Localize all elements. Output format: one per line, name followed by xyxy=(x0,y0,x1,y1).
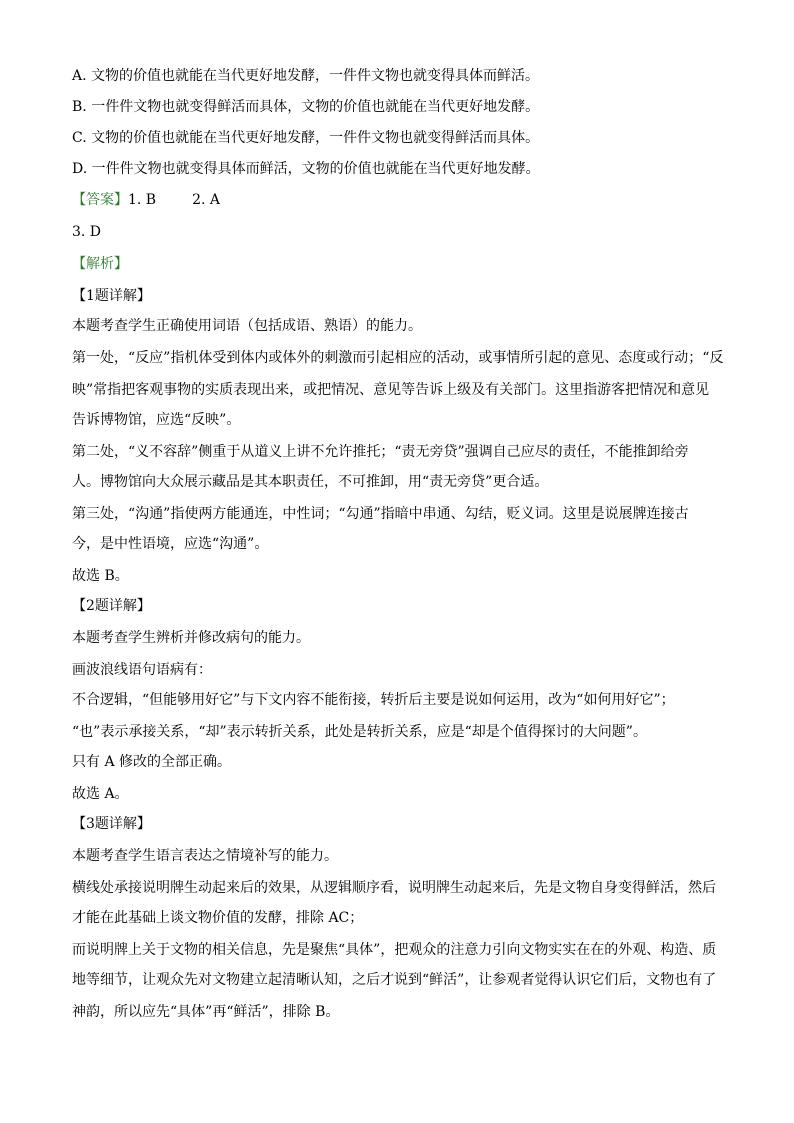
q1-line: 本题考查学生正确使用词语（包括成语、熟语）的能力。 xyxy=(72,318,422,334)
q1-line: 告诉博物馆，应选“反映”。 xyxy=(72,412,241,428)
q1-line: 人。博物馆向大众展示藏品是其本职责任，不可推卸，用“责无旁贷”更合适。 xyxy=(72,474,549,490)
q3-line: 本题考查学生语言表达之情境补写的能力。 xyxy=(72,848,338,864)
q1-line: 第三处，“沟通”指使两方能通连，中性词；“勾通”指暗中串通、勾结，贬义词。这里是说展牌连接古 xyxy=(72,506,689,522)
q3-line: 而说明牌上关于文物的相关信息，先是聚焦“具体”，把观众的注意力引向文物实实在在的外观、构造、质 xyxy=(72,942,717,958)
option-c: C. 文物的价值也就能在当代更好地发酵，一件件文物也就变得鲜活而具体。 xyxy=(72,130,540,146)
q3-line: 才能在此基础上谈文物价值的发酵，排除 AC； xyxy=(72,910,364,926)
option-a: A. 文物的价值也就能在当代更好地发酵，一件件文物也就变得具体而鲜活。 xyxy=(72,68,540,84)
q1-line: 故选 B。 xyxy=(72,568,129,584)
q3-line: 地等细节，让观众先对文物建立起清晰认知，之后才说到“鲜活”，让参观者觉得认识它们后，文物也有了 xyxy=(72,972,717,988)
q2-line: 本题考查学生辨析并修改病句的能力。 xyxy=(72,630,310,646)
answer-q3: 3. D xyxy=(72,224,102,240)
q2-line: “也”表示承接关系，“却”表示转折关系，此处是转折关系，应是“却是个值得探讨的大问题”。 xyxy=(72,724,647,740)
q1-line: 今，是中性语境，应选“沟通”。 xyxy=(72,536,269,552)
q2-line: 故选 A。 xyxy=(72,786,129,802)
q2-line: 只有 A 修改的全部正确。 xyxy=(72,754,232,770)
answer-line xyxy=(72,190,732,210)
q1-line: 第二处，“义不容辞”侧重于从道义上讲不允许推托；“责无旁贷”强调自己应尽的责任，不能推卸给旁 xyxy=(72,444,689,460)
q3-line: 神韵，所以应先“具体”再“鲜活”，排除 B。 xyxy=(72,1004,340,1020)
q1-line: 第一处，“反应”指机体受到体内或体外的刺激而引起相应的活动，或事情所引起的意见、态度或行动；“反 xyxy=(72,350,724,366)
q1-title: 【1题详解】 xyxy=(72,288,151,304)
answer-label: 【答案】 xyxy=(72,192,128,208)
analysis-label: 【解析】 xyxy=(72,256,128,272)
q1-line: 映”常指把客观事物的实质表现出来，或把情况、意见等告诉上级及有关部门。这里指游客把情况和意见 xyxy=(72,382,710,398)
q2-title: 【2题详解】 xyxy=(72,598,151,614)
q2-line: 画波浪线语句语病有： xyxy=(72,662,212,678)
q3-line: 横线处承接说明牌生动起来后的效果，从逻辑顺序看，说明牌生动起来后，先是文物自身变得鲜活，然后 xyxy=(72,880,716,896)
option-d: D. 一件件文物也就变得具体而鲜活，文物的价值也就能在当代更好地发酵。 xyxy=(72,161,540,177)
option-b: B. 一件件文物也就变得鲜活而具体，文物的价值也就能在当代更好地发酵。 xyxy=(72,99,540,115)
answer-q2: 2. A xyxy=(192,192,221,208)
q3-title: 【3题详解】 xyxy=(72,816,151,832)
answer-q1: 1. B xyxy=(128,192,157,208)
q2-line: 不合逻辑，“但能够用好它”与下文内容不能衔接，转折后主要是说如何运用，改为“如何用好它”； xyxy=(72,692,675,708)
